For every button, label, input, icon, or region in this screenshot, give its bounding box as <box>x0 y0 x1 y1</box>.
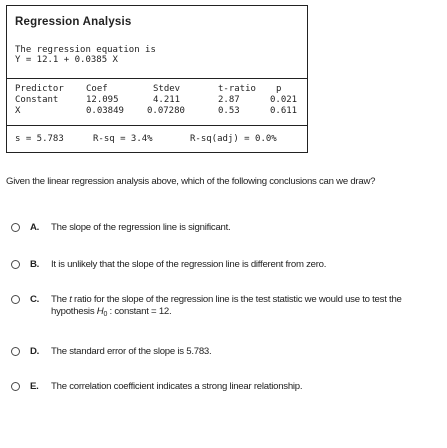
option-c-h-symbol: H <box>96 305 104 317</box>
row-constant-tratio: 2.87 <box>218 95 240 105</box>
option-d[interactable] <box>11 346 431 360</box>
header-p: p <box>276 84 282 94</box>
radio-button-d[interactable] <box>11 347 20 356</box>
header-predictor: Predictor <box>15 84 64 94</box>
option-c-part-2: ratio for the slope of the regression line is the test statistic we would use to test the hypothesis <box>51 294 402 317</box>
header-tratio: t-ratio <box>218 84 256 94</box>
option-text-c <box>51 294 411 320</box>
option-c-part-3: : constant = 12. <box>107 305 172 317</box>
option-text-b: It is unlikely that the slope of the regression line is different from zero. <box>51 259 327 270</box>
stat-s: s = 5.783 <box>15 134 64 144</box>
option-c-t-symbol: t <box>69 294 72 305</box>
option-text-d: The standard error of the slope is 5.783. <box>51 346 212 357</box>
row-x-tratio: 0.53 <box>218 106 240 116</box>
option-text-a: The slope of the regression line is significant. <box>51 222 231 233</box>
stat-rsq: R-sq = 3.4% <box>93 134 153 144</box>
question-text: Given the linear regression analysis above, which of the following conclusions can we draw? <box>6 176 376 187</box>
row-x-p: 0.611 <box>270 106 298 116</box>
row-x-coef: 0.03849 <box>86 106 124 116</box>
row-x-stdev: 0.07280 <box>147 106 185 116</box>
radio-button-c[interactable] <box>11 295 20 304</box>
equation-intro: The regression equation is <box>15 45 156 55</box>
option-c[interactable] <box>11 294 431 322</box>
row-x-predictor: X <box>15 106 21 116</box>
divider-bottom <box>7 125 307 126</box>
header-stdev: Stdev <box>153 84 181 94</box>
radio-button-e[interactable] <box>11 382 20 391</box>
regression-equation: Y = 12.1 + 0.0385 X <box>15 55 118 65</box>
divider-top <box>7 78 307 79</box>
row-constant-p: 0.021 <box>270 95 298 105</box>
option-letter-d: D. <box>30 346 40 357</box>
option-text-e: The correlation coefficient indicates a strong linear relationship. <box>51 381 303 392</box>
row-constant-predictor: Constant <box>15 95 59 105</box>
option-letter-a: A. <box>30 222 40 233</box>
row-constant-coef: 12.095 <box>86 95 119 105</box>
option-c-part-1: The <box>51 294 70 305</box>
header-coef: Coef <box>86 84 108 94</box>
row-constant-stdev: 4.211 <box>153 95 181 105</box>
regression-output-box <box>6 5 308 153</box>
option-letter-b: B. <box>30 259 40 270</box>
option-letter-e: E. <box>30 381 39 392</box>
option-e[interactable] <box>11 381 431 395</box>
option-letter-c: C. <box>30 294 40 305</box>
option-c-h-subscript: 0 <box>103 310 108 318</box>
option-a[interactable] <box>11 222 431 236</box>
radio-button-a[interactable] <box>11 223 20 232</box>
stat-rsq-adj: R-sq(adj) = 0.0% <box>190 134 277 144</box>
regression-title: Regression Analysis <box>15 16 132 28</box>
option-b[interactable] <box>11 259 431 273</box>
radio-button-b[interactable] <box>11 260 20 269</box>
